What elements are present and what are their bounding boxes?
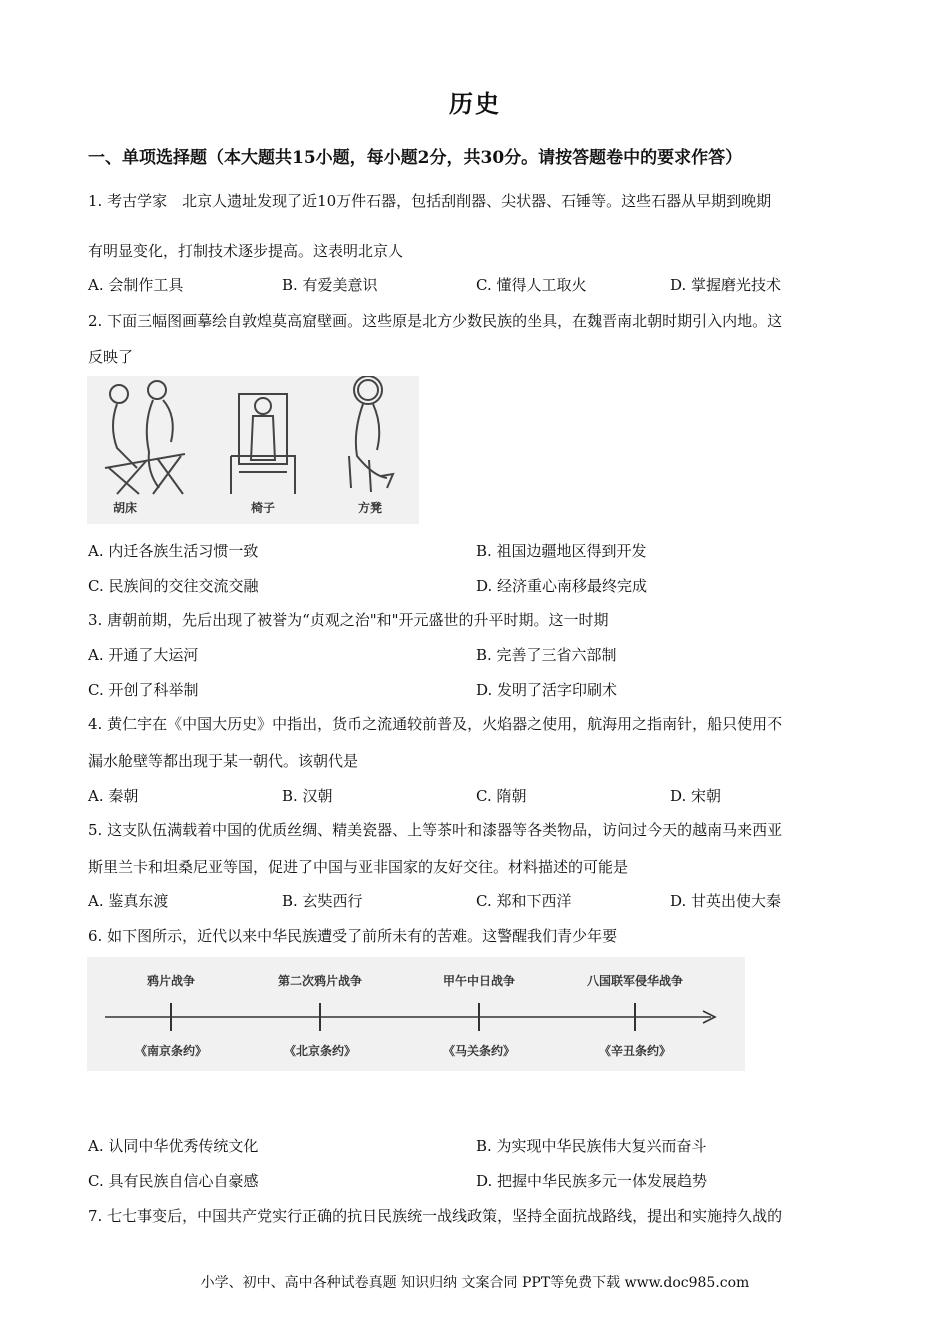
hu-bed-illustration: [105, 381, 185, 494]
q2-option-b: B. 祖国边疆地区得到开发: [476, 542, 647, 560]
question-2-line-1: 2. 下面三幅图画摹绘自敦煌莫高窟壁画。这些原是北方少数民族的坐具，在魏晋南北朝时期引入内地。这: [88, 312, 783, 330]
chair-illustration: [231, 394, 295, 494]
q1-option-a: A. 会制作工具: [88, 276, 184, 294]
timeline-treaty-4: 《辛丑条约》: [598, 1044, 672, 1058]
q3-option-c: C. 开创了科举制: [88, 681, 199, 699]
question-4-line-2: 漏水舱壁等都出现于某一朝代。该朝代是: [88, 752, 359, 770]
q6-option-a: A. 认同中华优秀传统文化: [88, 1137, 259, 1155]
q5-option-a: A. 鉴真东渡: [88, 892, 169, 910]
question-5-line-2: 斯里兰卡和坦桑尼亚等国，促进了中国与亚非国家的友好交往。材料描述的可能是: [88, 858, 629, 876]
q3-option-b: B. 完善了三省六部制: [476, 646, 617, 664]
q2-option-c: C. 民族间的交往交流交融: [88, 577, 259, 595]
timeline-treaty-3: 《马关条约》: [442, 1044, 516, 1058]
square-stool-illustration: [349, 376, 393, 492]
timeline-war-3: 甲午中日战争: [442, 974, 516, 988]
timeline-war-4: 八国联军侵华战争: [586, 974, 684, 988]
question-3-line-1: 3. 唐朝前期，先后出现了被誉为“贞观之治"和"开元盛世的升平时期。这一时期: [88, 611, 609, 629]
figure-label-hu-bed: 胡床: [112, 501, 138, 515]
section-heading: 一、单项选择题（本大题共15小题，每小题2分，共30分。请按答题卷中的要求作答）: [88, 148, 743, 168]
timeline-war-1: 鸦片战争: [146, 974, 196, 988]
q5-option-c: C. 郑和下西洋: [476, 892, 572, 910]
question-1-line-2: 有明显变化，打制技术逐步提高。这表明北京人: [88, 242, 404, 260]
q6-option-c: C. 具有民族自信心自豪感: [88, 1172, 259, 1190]
page-footer: 小学、初中、高中各种试卷真题 知识归纳 文案合同 PPT等免费下载 www.doc985.com: [200, 1275, 750, 1291]
question-4-line-1: 4. 黄仁宇在《中国大历史》中指出，货币之流通较前普及，火焰器之使用，航海用之指南针，船只使用不: [88, 715, 783, 733]
q1-option-d: D. 掌握磨光技术: [670, 276, 782, 294]
q1-option-c: C. 懂得人工取火: [476, 276, 587, 294]
question-2-line-2: 反映了: [88, 348, 134, 366]
q2-option-a: A. 内迁各族生活习惯一致: [88, 542, 259, 560]
q6-option-b: B. 为实现中华民族伟大复兴而奋斗: [476, 1137, 707, 1155]
question-1-line-1: 1. 考古学家 北京人遗址发现了近10万件石器，包括刮削器、尖状器、石锤等。这些石器从早期到晚期: [88, 192, 772, 210]
question-6-line-1: 6. 如下图所示，近代以来中华民族遭受了前所未有的苦难。这警醒我们青少年要: [88, 927, 618, 945]
page-title: 历史: [449, 89, 501, 118]
dunhuang-murals-figure: [87, 376, 419, 524]
timeline-war-2: 第二次鸦片战争: [277, 974, 363, 988]
q4-option-b: B. 汉朝: [282, 787, 333, 805]
question-7-line-1: 7. 七七事变后，中国共产党实行正确的抗日民族统一战线政策，坚持全面抗战路线，提出和实施持久战的: [88, 1207, 783, 1225]
q6-option-d: D. 把握中华民族多元一体发展趋势: [476, 1172, 708, 1190]
timeline-treaty-2: 《北京条约》: [283, 1044, 357, 1058]
q2-option-d: D. 经济重心南移最终完成: [476, 577, 648, 595]
q4-option-d: D. 宋朝: [670, 787, 722, 805]
q5-option-d: D. 甘英出使大秦: [670, 892, 782, 910]
q3-option-a: A. 开通了大运河: [88, 646, 199, 664]
figure-label-square-stool: 方凳: [357, 501, 383, 515]
timeline-treaty-1: 《南京条约》: [134, 1044, 208, 1058]
q4-option-c: C. 隋朝: [476, 787, 527, 805]
q4-option-a: A. 秦朝: [88, 787, 139, 805]
q5-option-b: B. 玄奘西行: [282, 892, 363, 910]
modern-history-timeline-figure: [87, 957, 745, 1071]
figure-label-chair: 椅子: [250, 501, 276, 515]
question-5-line-1: 5. 这支队伍满载着中国的优质丝绸、精美瓷器、上等茶叶和漆器等各类物品，访问过今天的越南马来西亚: [88, 821, 783, 839]
q1-option-b: B. 有爱美意识: [282, 276, 378, 294]
q3-option-d: D. 发明了活字印刷术: [476, 681, 618, 699]
